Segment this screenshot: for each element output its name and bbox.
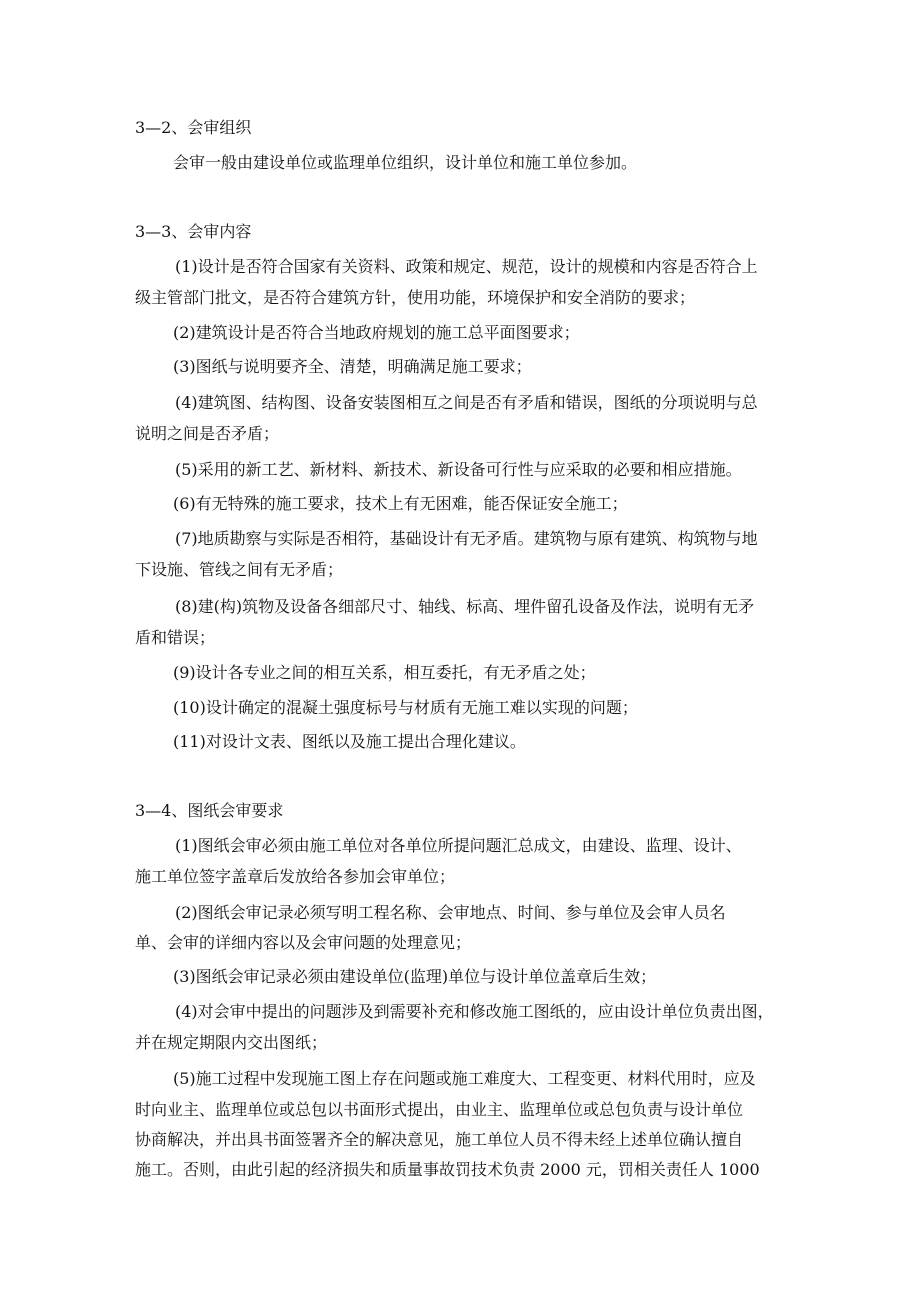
paragraph-line: 说明之间是否矛盾； [135, 424, 280, 443]
section-heading: 3—3、会审内容 [135, 222, 252, 241]
paragraph-line: (11)对设计文表、图纸以及施工提出合理化建议。 [173, 732, 526, 751]
paragraph-line: (2)图纸会审记录必须写明工程名称、会审地点、时间、参与单位及会审人员名 [175, 903, 726, 922]
paragraph-line: 协商解决，并出具书面签署齐全的解决意见，施工单位人员不得未经上述单位确认擅自 [135, 1130, 744, 1149]
paragraph-line: (2)建筑设计是否符合当地政府规划的施工总平面图要求； [173, 323, 580, 342]
paragraph-line: (6)有无特殊的施工要求，技术上有无困难，能否保证安全施工； [173, 494, 628, 513]
paragraph-line: (4)建筑图、结构图、设备安装图相互之间是否有矛盾和错误，图纸的分项说明与总 [175, 393, 758, 412]
paragraph-line: (3)图纸与说明要齐全、清楚，明确满足施工要求； [173, 357, 532, 376]
paragraph-line: 会审一般由建设单位或监理单位组织，设计单位和施工单位参加。 [173, 153, 638, 172]
paragraph-line: 施工单位签字盖章后发放给各参加会审单位； [135, 867, 456, 886]
section-heading: 3—2、会审组织 [135, 118, 252, 137]
paragraph-line: (5)采用的新工艺、新材料、新技术、新设备可行性与应采取的必要和相应措施。 [175, 460, 742, 479]
paragraph-line: (4)对会审中提出的问题涉及到需要补充和修改施工图纸的，应由设计单位负责出图， [175, 1002, 774, 1021]
paragraph-line: (1)图纸会审必须由施工单位对各单位所提问题汇总成文，由建设、监理、设计、 [175, 836, 742, 855]
paragraph-line: 时向业主、监理单位或总包以书面形式提出，由业主、监理单位或总包负责与设计单位 [135, 1100, 744, 1119]
paragraph-line: (3)图纸会审记录必须由建设单位(监理)单位与设计单位盖章后生效； [173, 967, 657, 986]
paragraph-line: 下设施、管线之间有无矛盾； [135, 560, 344, 579]
section-heading: 3—4、图纸会审要求 [135, 801, 284, 820]
paragraph-line: (9)设计各专业之间的相互关系，相互委托，有无矛盾之处； [173, 663, 596, 682]
paragraph-line: 单、会审的详细内容以及会审问题的处理意见； [135, 933, 472, 952]
paragraph-line: 并在规定期限内交出图纸； [135, 1033, 328, 1052]
paragraph-line: (8)建(构)筑物及设备各细部尺寸、轴线、标高、埋件留孔设备及作法，说明有无矛 [175, 597, 755, 616]
paragraph-line: (10)设计确定的混凝土强度标号与材质有无施工难以实现的问题； [173, 698, 638, 717]
paragraph-line: (5)施工过程中发现施工图上存在问题或施工难度大、工程变更、材料代用时，应及 [173, 1069, 756, 1088]
paragraph-line: 盾和错误； [135, 628, 216, 647]
paragraph-line: (1)设计是否符合国家有关资料、政策和规定、规范，设计的规模和内容是否符合上 [175, 257, 758, 276]
paragraph-line: (7)地质勘察与实际是否相符，基础设计有无矛盾。建筑物与原有建筑、构筑物与地 [175, 529, 758, 548]
paragraph-line: 施工。否则，由此引起的经济损失和质量事故罚技术负责 2000 元，罚相关责任人 1000 [135, 1160, 760, 1179]
paragraph-line: 级主管部门批文，是否符合建筑方针，使用功能，环境保护和安全消防的要求； [135, 288, 696, 307]
